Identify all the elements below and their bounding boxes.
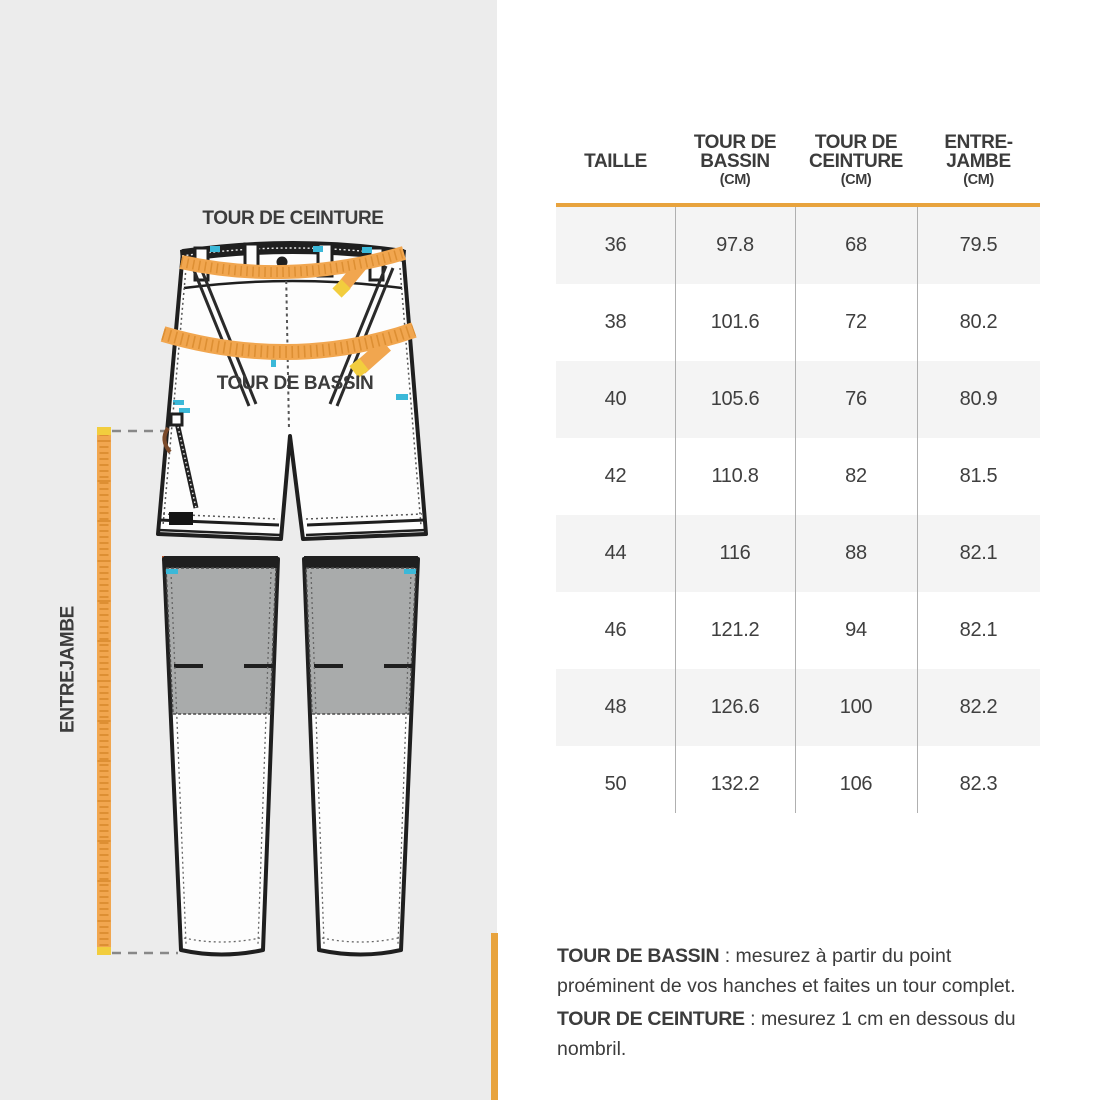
size-table-body — [556, 207, 1040, 823]
note-ceinture: TOUR DE CEINTURE : mesurez 1 cm en dessous du nombril. — [557, 1008, 1016, 1060]
unit-label: (CM) — [963, 172, 994, 188]
table-row: 50 132.2 106 82.3 — [604, 773, 998, 795]
note-bassin: TOUR DE BASSIN : mesurez à partir du point proéminent de vos hanches et faites un tour complet. — [557, 945, 1016, 997]
header-tour-de-ceinture: TOUR DE CEINTURE (CM) — [795, 133, 917, 190]
header-taille: TAILLE — [584, 151, 647, 172]
size-table — [556, 110, 1040, 823]
header-tour-de-bassin: TOUR DE BASSIN (CM) — [675, 133, 795, 190]
inseam-measure-label: ENTREJAMBE — [57, 606, 79, 733]
table-row: 36 97.8 68 79.5 — [556, 207, 1040, 284]
pants-diagram — [0, 0, 497, 1100]
size-table-header — [556, 110, 1040, 190]
unit-label: (CM) — [719, 172, 751, 188]
measurement-notes — [557, 941, 1035, 1064]
table-row: 44 116 88 82.1 — [556, 515, 1040, 592]
pants-leg-right — [304, 556, 418, 955]
size-guide-illustration-panel — [0, 0, 497, 1100]
inseam-tape — [97, 427, 111, 955]
header-entre-jambe: ENTRE- JAMBE (CM) — [917, 133, 1040, 190]
table-row: 48 126.6 100 82.2 — [556, 669, 1040, 746]
table-row: 46 121.2 94 82.1 — [604, 619, 998, 641]
table-row: 40 105.6 76 80.9 — [556, 361, 1040, 438]
column-divider — [917, 207, 918, 813]
unit-label: (CM) — [840, 172, 872, 188]
column-divider — [795, 207, 796, 813]
pants-leg-left — [164, 556, 278, 955]
accent-vertical-bar — [491, 933, 498, 1100]
column-divider — [675, 207, 676, 813]
waist-measure-label: TOUR DE CEINTURE — [202, 208, 384, 229]
brand-patch — [169, 512, 193, 525]
table-row: 38 101.6 72 80.2 — [604, 311, 998, 333]
pants-shorts — [158, 242, 426, 562]
hip-measure-label: TOUR DE BASSIN — [216, 373, 374, 394]
table-row: 42 110.8 82 81.5 — [604, 465, 998, 487]
